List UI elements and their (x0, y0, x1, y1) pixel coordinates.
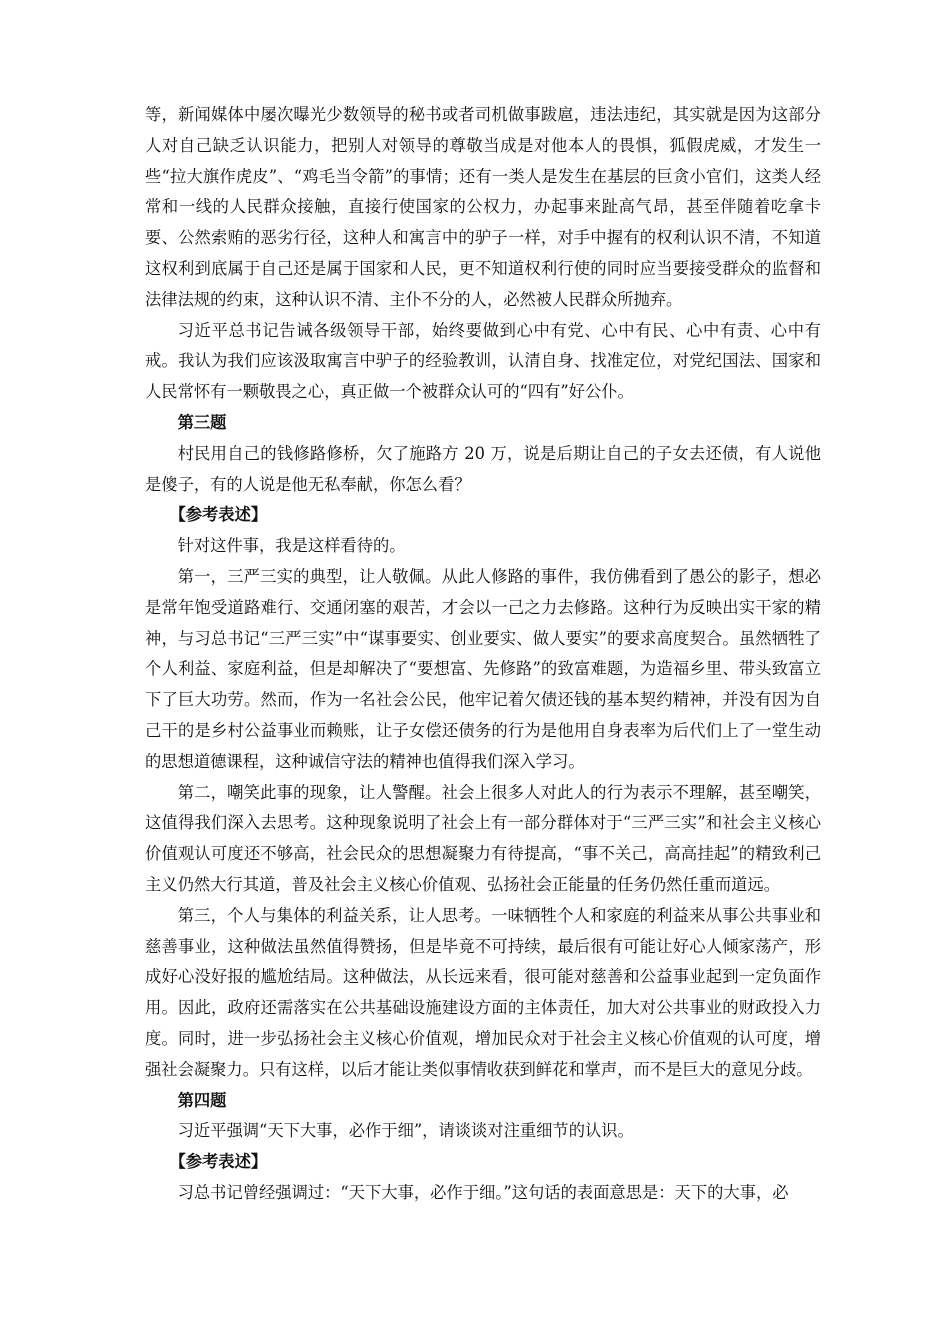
question-text-4: 习近平强调“天下大事，必作于细”，请谈谈对注重细节的认识。 (177, 1121, 634, 1141)
answer-point-3-3: 第三，个人与集体的利益关系，让人思考。一味牺牲个人和家庭的利益来从事公共事业和慈善事业，这种做法虽然值得赞扬，但是毕竟不可持续，最后很有可能让好心人倾家荡产，形成好心没好报的尴尬结局。这种做法，从长远来看，很可能对慈善和公益事业起到一定负面作用。因此，政府还需落实在公共基础设施建设方面的主体责任，加大对公共事业的财政投入力度。同时，进一步弘扬社会主义核心价值观，增加民众对于社会主义核心价值观的认可度，增强社会凝聚力。只有这样，以后才能让类似事情收获到鲜花和掌声，而不是巨大的意见分歧。 (145, 905, 821, 1079)
reference-heading-3: 【参考表述】 (169, 505, 268, 525)
answer-point-3-2: 第二，嘲笑此事的现象，让人警醒。社会上很多人对此人的行为表示不理解，甚至嘲笑，这值得我们深入去思考。这种现象说明了社会上有一部分群体对于“三严三实”和社会主义核心价值观认可度还不够高，社会民众的思想凝聚力有待提高，“事不关己，高高挂起”的精致利己主义仍然大行其道，普及社会主义核心价值观、弘扬社会正能量的任务仍然任重而道远。 (145, 782, 821, 894)
paragraph-continuation: 等，新闻媒体中屡次曝光少数领导的秘书或者司机做事跋扈，违法违纪，其实就是因为这部分人对自己缺乏认识能力，把别人对领导的尊敬当成是对他本人的畏惧，狐假虎威，才发生一些“拉大旗作虎皮”、“鸡毛当令箭”的事情；还有一类人是发生在基层的巨贪小官们，这类人经常和一线的人民群众接触，直接行使国家的公权力，办起事来趾高气昂，甚至伴随着吃拿卡要、公然索贿的恶劣行径，这种人和寓言中的驴子一样，对手中握有的权利认识不清，不知道这权利到底属于自己还是属于国家和人民，更不知道权利行使的同时应当要接受群众的监督和法律法规的约束，这种认识不清、主仆不分的人，必然被人民群众所抛弃。 (145, 105, 821, 309)
paragraph-conclusion: 习近平总书记告诫各级领导干部，始终要做到心中有党、心中有民、心中有责、心中有戒。我认为我们应该汲取寓言中驴子的经验教训，认清自身、找准定位，对党纪国法、国家和人民常怀有一颗敬畏之心，真正做一个被群众认可的“四有”好公仆。 (145, 320, 821, 402)
question-heading-3: 第三题 (177, 412, 227, 432)
question-heading-4: 第四题 (177, 1090, 227, 1110)
question-text-3: 村民用自己的钱修路修桥，欠了施路方 20 万，说是后期让自己的子女去还债，有人说他是傻子，有的人说是他无私奉献，你怎么看？ (145, 443, 821, 494)
reference-heading-4: 【参考表述】 (169, 1152, 268, 1172)
document-page (145, 100, 821, 1209)
answer-point-3-1: 第一，三严三实的典型，让人敬佩。从此人修路的事件，我仿佛看到了愚公的影子，想必是常年饱受道路难行、交通闭塞的艰苦，才会以一己之力去修路。这种行为反映出实干家的精神，与习总书记“三严三实”中“谋事要实、创业要实、做人要实”的要求高度契合。虽然牺牲了个人利益、家庭利益，但是却解决了“要想富、先修路”的致富难题，为造福乡里、带头致富立下了巨大功劳。然而，作为一名社会公民，他牢记着欠债还钱的基本契约精神，并没有因为自己干的是乡村公益事业而赖账，让子女偿还债务的行为是他用自身表率为后代们上了一堂生动的思想道德课程，这种诚信守法的精神也值得我们深入学习。 (145, 566, 821, 771)
answer-point-4-1: 习总书记曾经强调过：“天下大事，必作于细。”这句话的表面意思是：天下的大事，必 (177, 1182, 789, 1202)
answer-intro-3: 针对这件事，我是这样看待的。 (177, 536, 406, 556)
